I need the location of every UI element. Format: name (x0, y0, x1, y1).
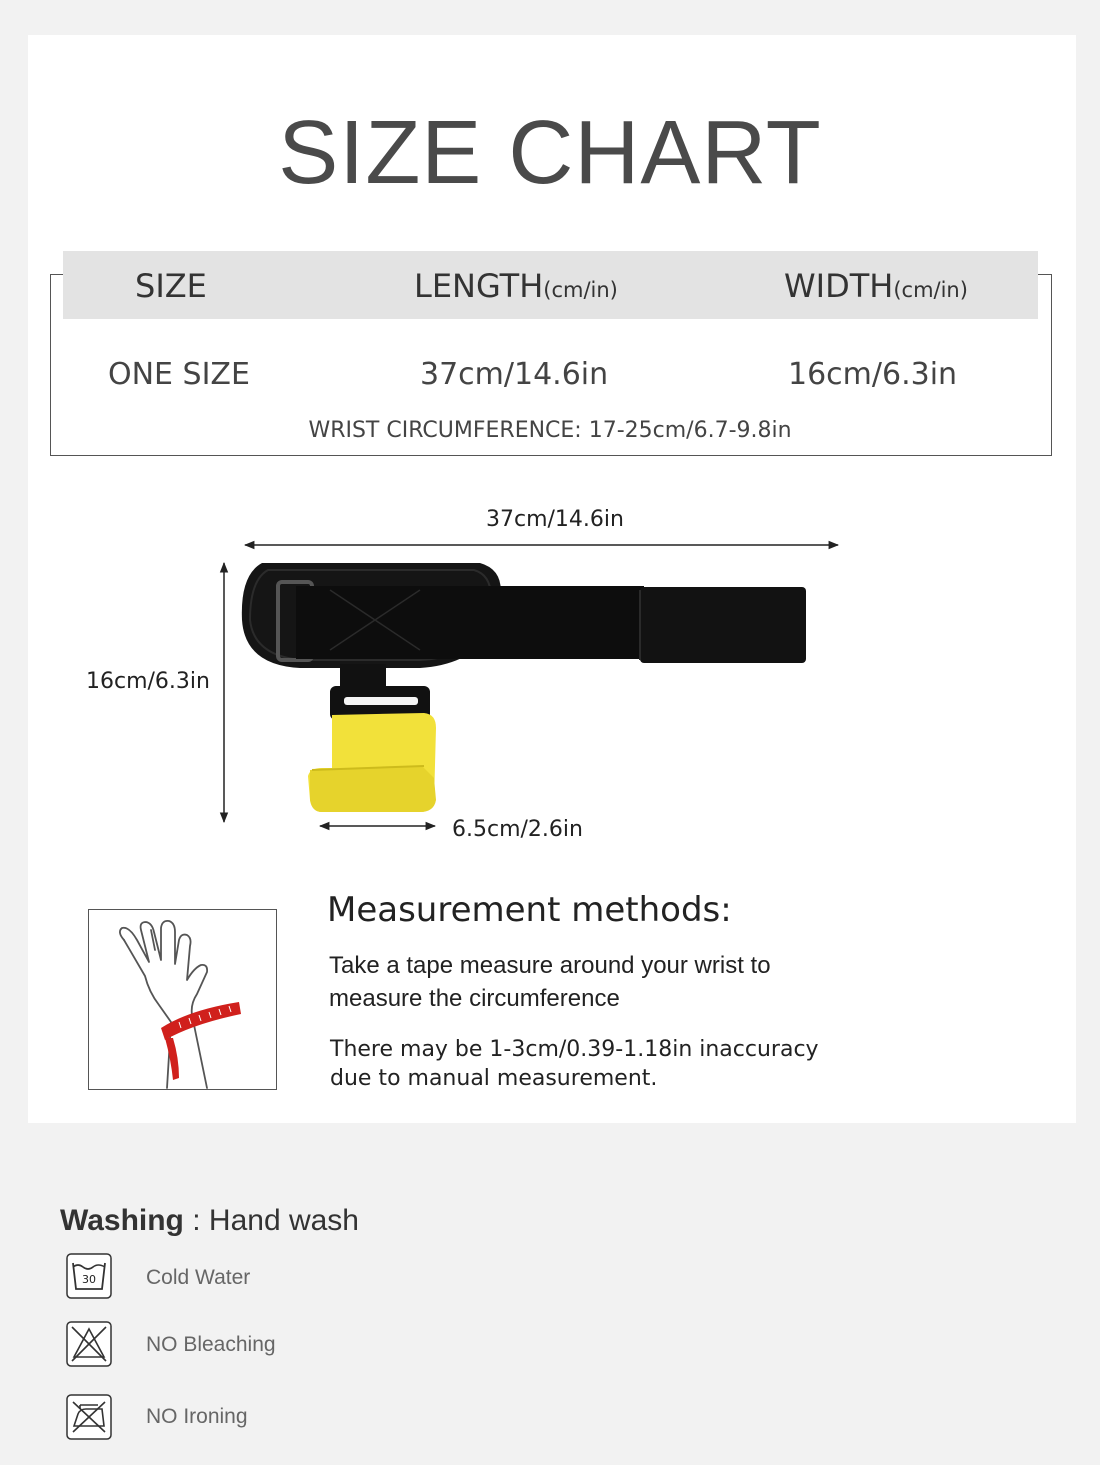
height-dimension-label: 16cm/6.3in (86, 669, 210, 694)
header-size: SIZE (135, 267, 207, 305)
wrist-measure-illustration (88, 909, 277, 1090)
wash-30-icon (66, 1253, 112, 1299)
svg-text:30: 30 (82, 1273, 96, 1286)
no-iron-icon (66, 1394, 112, 1440)
hook-dimension-label: 6.5cm/2.6in (452, 817, 583, 842)
header-length: LENGTH(cm/in) (414, 267, 618, 305)
measurement-line-1: Take a tape measure around your wrist to (329, 952, 771, 979)
cell-size: ONE SIZE (108, 357, 250, 392)
page-title: SIZE CHART (278, 103, 822, 203)
care-label-no-ironing: NO Ironing (146, 1405, 248, 1428)
measurement-note-2: due to manual measurement. (330, 1066, 658, 1091)
measurement-title: Measurement methods: (327, 890, 732, 930)
cell-length: 37cm/14.6in (420, 357, 609, 392)
cell-width: 16cm/6.3in (788, 357, 958, 392)
strap-band (296, 586, 644, 659)
header-width: WIDTH(cm/in) (784, 267, 968, 305)
length-dimension-label: 37cm/14.6in (486, 507, 624, 532)
care-label-cold-water: Cold Water (146, 1266, 251, 1289)
measurement-note-1: There may be 1-3cm/0.39-1.18in inaccuracy (330, 1037, 819, 1062)
measurement-line-2: measure the circumference (329, 985, 620, 1012)
washing-heading: Washing : Hand wash (60, 1204, 359, 1237)
hand-icon (120, 921, 207, 1088)
care-label-no-bleaching: NO Bleaching (146, 1333, 276, 1356)
tape-icon (161, 1002, 241, 1080)
no-bleach-icon (66, 1321, 112, 1367)
strap-end (640, 587, 806, 663)
wrist-circumference: WRIST CIRCUMFERENCE: 17-25cm/6.7-9.8in (308, 418, 792, 443)
